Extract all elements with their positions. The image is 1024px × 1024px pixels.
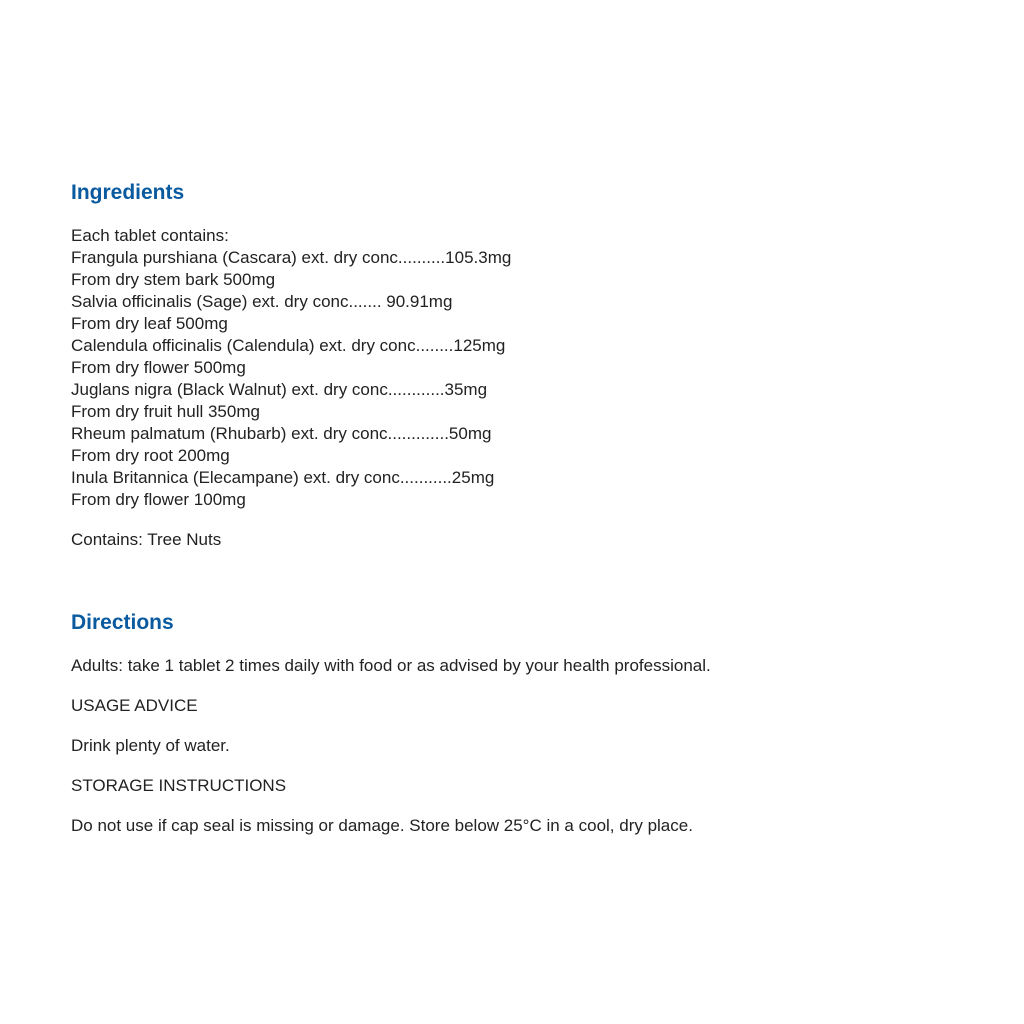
- ingredient-line: Rheum palmatum (Rhubarb) ext. dry conc.............50mg: [71, 424, 492, 443]
- usage-advice-label: USAGE ADVICE: [71, 696, 198, 715]
- ingredient-line: Inula Britannica (Elecampane) ext. dry conc...........25mg: [71, 468, 495, 487]
- ingredient-line: Calendula officinalis (Calendula) ext. dry conc........125mg: [71, 336, 506, 355]
- product-info: [71, 179, 971, 855]
- storage-instructions-label: STORAGE INSTRUCTIONS: [71, 776, 287, 795]
- storage-instructions-text: Do not use if cap seal is missing or damage. Store below 25°C in a cool, dry place.: [71, 816, 693, 835]
- directions-section: [71, 609, 971, 837]
- ingredient-line: Salvia officinalis (Sage) ext. dry conc....... 90.91mg: [71, 292, 453, 311]
- ingredient-line: From dry flower 100mg: [71, 490, 246, 509]
- directions-heading: Directions: [71, 611, 174, 634]
- ingredient-line: Frangula purshiana (Cascara) ext. dry conc..........105.3mg: [71, 248, 512, 267]
- ingredient-line: From dry leaf 500mg: [71, 314, 228, 333]
- ingredient-line: From dry fruit hull 350mg: [71, 402, 260, 421]
- ingredients-section: [71, 179, 971, 551]
- usage-advice-text: Drink plenty of water.: [71, 736, 230, 755]
- allergen-statement: Contains: Tree Nuts: [71, 530, 222, 549]
- ingredient-line: Juglans nigra (Black Walnut) ext. dry conc............35mg: [71, 380, 488, 399]
- ingredients-list: [71, 225, 971, 511]
- ingredient-line: From dry stem bark 500mg: [71, 270, 276, 289]
- ingredient-line: Each tablet contains:: [71, 226, 229, 245]
- ingredient-line: From dry flower 500mg: [71, 358, 246, 377]
- ingredient-line: From dry root 200mg: [71, 446, 230, 465]
- dosage-text: Adults: take 1 tablet 2 times daily with food or as advised by your health professional.: [71, 656, 711, 675]
- ingredients-heading: Ingredients: [71, 181, 185, 204]
